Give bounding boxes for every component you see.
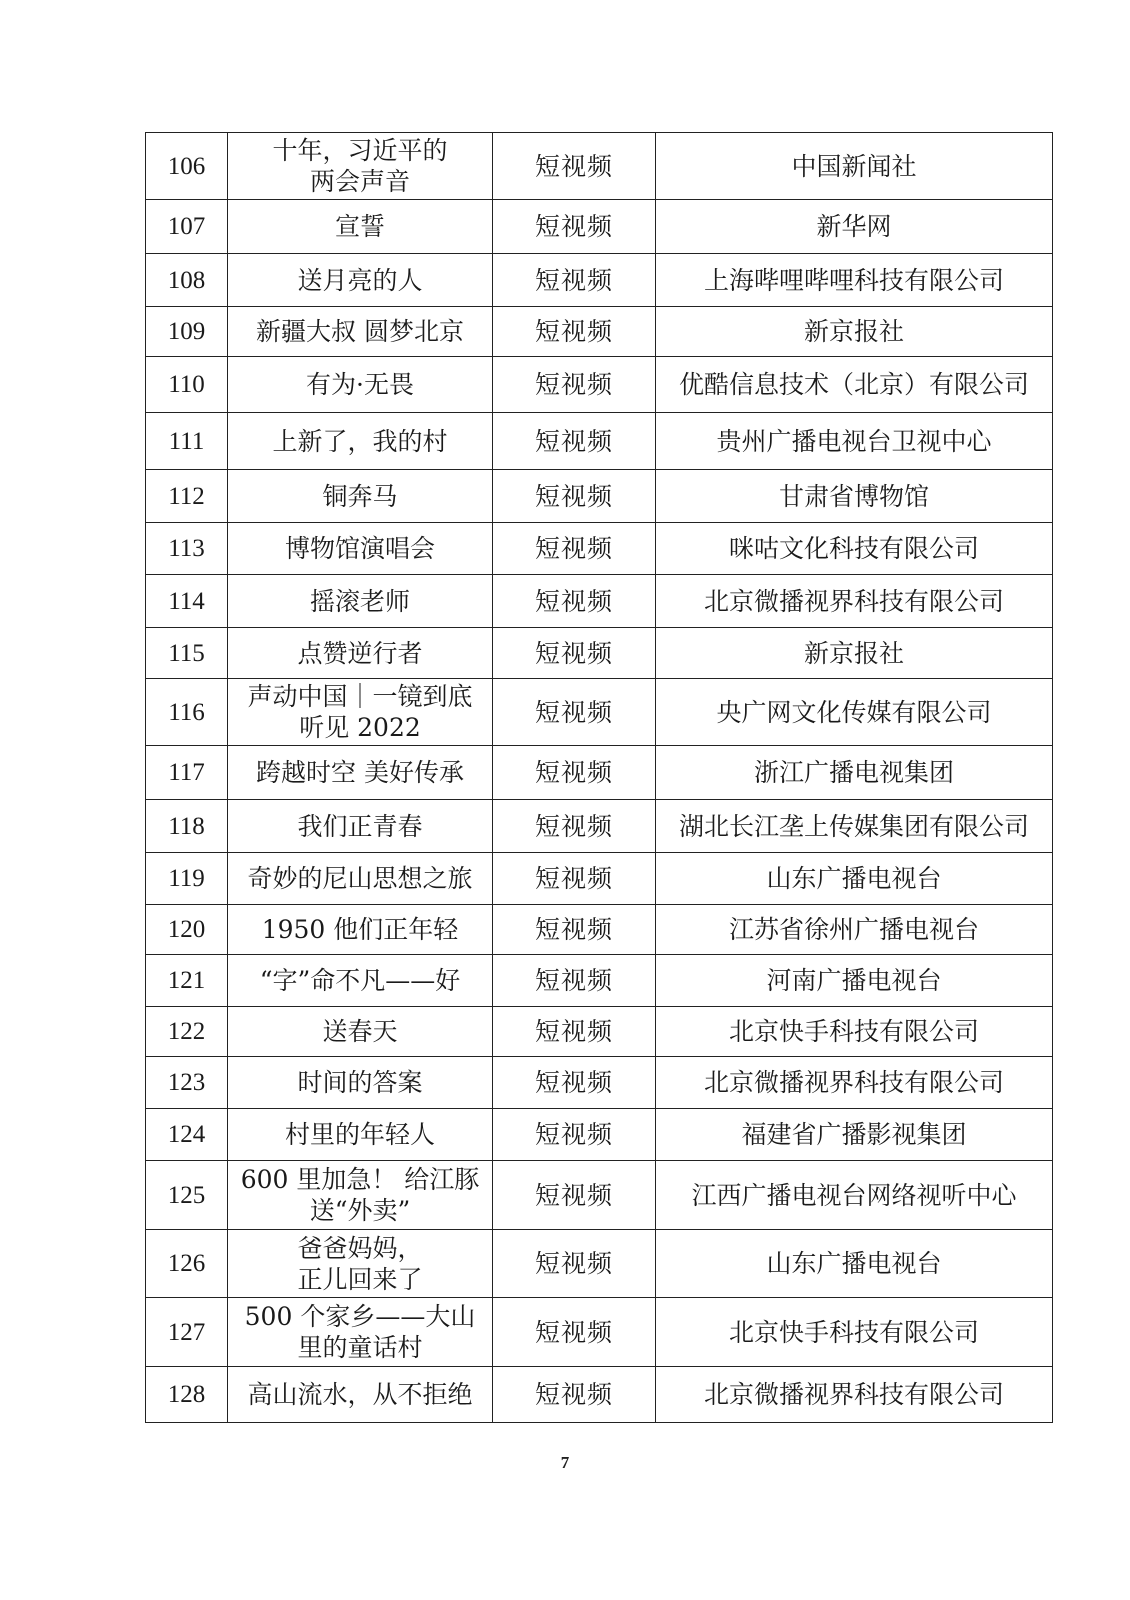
table-row [146,1230,1053,1298]
work-title-line: 点赞逆行者 [297,638,423,668]
work-title [228,1109,493,1161]
work-title [228,1057,493,1109]
work-title-line: 爸爸妈妈， [297,1233,423,1263]
work-title [228,955,493,1007]
row-number: 111 [146,413,228,470]
organization: 甘肃省博物馆 [656,470,1053,523]
row-number: 107 [146,200,228,254]
organization: 央广网文化传媒有限公司 [656,679,1053,746]
row-number: 124 [146,1109,228,1161]
work-type: 短视频 [493,679,656,746]
work-title [228,575,493,628]
table-row [146,575,1053,628]
work-title [228,413,493,470]
work-type: 短视频 [493,1367,656,1423]
row-number: 126 [146,1230,228,1298]
row-number: 123 [146,1057,228,1109]
organization: 山东广播电视台 [656,1230,1053,1298]
table-row [146,1367,1053,1423]
work-title [228,1367,493,1423]
work-type: 短视频 [493,133,656,200]
organization: 上海哔哩哔哩科技有限公司 [656,254,1053,307]
work-type: 短视频 [493,1230,656,1298]
row-number: 114 [146,575,228,628]
organization: 中国新闻社 [656,133,1053,200]
row-number: 120 [146,905,228,955]
table-row [146,307,1053,357]
table-body [146,133,1053,1423]
work-title-line: 上新了，我的村 [272,426,448,456]
row-number: 119 [146,853,228,905]
organization: 新华网 [656,200,1053,254]
table-row [146,905,1053,955]
work-title-line: 听见 2022 [299,713,421,742]
row-number: 108 [146,254,228,307]
work-title-line: 村里的年轻人 [284,1120,435,1149]
work-title-line: 里的童话村 [297,1333,423,1362]
table-row [146,1057,1053,1109]
work-title-line: 宣誓 [334,212,385,241]
row-number: 128 [146,1367,228,1423]
organization: 湖北长江垄上传媒集团有限公司 [656,800,1053,853]
organization: 北京微播视界科技有限公司 [656,575,1053,628]
organization: 新京报社 [656,307,1053,357]
work-title-line: 高山流水，从不拒绝 [247,1380,473,1409]
row-number: 117 [146,746,228,800]
organization: 咪咕文化科技有限公司 [656,523,1053,575]
row-number: 116 [146,679,228,746]
work-title-line: 送春天 [322,1017,398,1046]
work-type: 短视频 [493,357,656,413]
page-number: 7 [560,1453,570,1472]
work-type: 短视频 [493,628,656,679]
work-title [228,1161,493,1230]
table-row [146,413,1053,470]
table-row [146,1109,1053,1161]
work-type: 短视频 [493,1007,656,1057]
work-title-line: 摇滚老师 [309,586,410,616]
work-title [228,853,493,905]
organization: 优酷信息技术（北京）有限公司 [656,357,1053,413]
work-title [228,905,493,955]
work-title-line: “字”命不凡——好 [259,966,461,995]
table-row [146,357,1053,413]
table-row [146,200,1053,254]
work-title-line: 我们正青春 [297,811,423,841]
work-type: 短视频 [493,254,656,307]
organization: 贵州广播电视台卫视中心 [656,413,1053,470]
work-title-line: 两会声音 [309,167,410,196]
work-type: 短视频 [493,1109,656,1161]
table-row [146,254,1053,307]
work-type: 短视频 [493,1057,656,1109]
work-title-line: 声动中国｜一镜到底 [247,682,473,711]
organization: 北京微播视界科技有限公司 [656,1367,1053,1423]
work-type: 短视频 [493,523,656,575]
work-title [228,1007,493,1057]
row-number: 121 [146,955,228,1007]
work-type: 短视频 [493,955,656,1007]
work-title-line: 500 个家乡——大山 [244,1302,476,1331]
work-type: 短视频 [493,1298,656,1367]
row-number: 115 [146,628,228,679]
work-title [228,800,493,853]
work-title-line: 新疆大叔 圆梦北京 [256,317,464,346]
work-title-line: 600 里加急！ 给江豚 [240,1165,480,1194]
work-title [228,523,493,575]
row-number: 127 [146,1298,228,1367]
work-title [228,746,493,800]
table-row [146,955,1053,1007]
organization: 河南广播电视台 [656,955,1053,1007]
work-title [228,200,493,254]
organization: 山东广播电视台 [656,853,1053,905]
work-title [228,470,493,523]
work-type: 短视频 [493,575,656,628]
organization: 北京快手科技有限公司 [656,1298,1053,1367]
work-title-line: 送“外卖” [309,1196,411,1225]
work-title [228,1298,493,1367]
table-row [146,1161,1053,1230]
table-row [146,470,1053,523]
work-type: 短视频 [493,200,656,254]
work-type: 短视频 [493,413,656,470]
work-title-line: 博物馆演唱会 [284,534,435,563]
table-row [146,1007,1053,1057]
organization: 浙江广播电视集团 [656,746,1053,800]
row-number: 106 [146,133,228,200]
work-type: 短视频 [493,853,656,905]
organization: 北京快手科技有限公司 [656,1007,1053,1057]
work-title [228,307,493,357]
row-number: 118 [146,800,228,853]
organization: 福建省广播影视集团 [656,1109,1053,1161]
work-type: 短视频 [493,800,656,853]
work-title [228,254,493,307]
row-number: 110 [146,357,228,413]
work-type: 短视频 [493,905,656,955]
table-row [146,1298,1053,1367]
work-type: 短视频 [493,307,656,357]
work-title [228,357,493,413]
table-row [146,853,1053,905]
row-number: 122 [146,1007,228,1057]
row-number: 112 [146,470,228,523]
organization: 新京报社 [656,628,1053,679]
work-type: 短视频 [493,1161,656,1230]
work-title-line: 跨越时空 美好传承 [256,758,464,787]
work-title-line: 送月亮的人 [297,265,423,295]
work-title [228,133,493,200]
work-title-line: 时间的答案 [297,1068,423,1097]
table-row [146,628,1053,679]
work-title [228,1230,493,1298]
row-number: 113 [146,523,228,575]
organization: 江西广播电视台网络视听中心 [656,1161,1053,1230]
award-list-table [145,132,1053,1423]
work-title-line: 十年，习近平的 [272,136,448,165]
work-title [228,628,493,679]
work-type: 短视频 [493,746,656,800]
table-row [146,800,1053,853]
table-row [146,679,1053,746]
table-row [146,523,1053,575]
organization: 北京微播视界科技有限公司 [656,1057,1053,1109]
organization: 江苏省徐州广播电视台 [656,905,1053,955]
work-title [228,679,493,746]
table-row [146,746,1053,800]
work-title-line: 奇妙的尼山思想之旅 [247,864,473,893]
work-title-line: 正儿回来了 [297,1264,423,1294]
work-title-line: 1950 他们正年轻 [261,915,459,944]
work-title-line: 铜奔马 [322,481,398,511]
work-type: 短视频 [493,470,656,523]
table-row [146,133,1053,200]
work-title-line: 有为·无畏 [306,370,414,399]
row-number: 125 [146,1161,228,1230]
row-number: 109 [146,307,228,357]
